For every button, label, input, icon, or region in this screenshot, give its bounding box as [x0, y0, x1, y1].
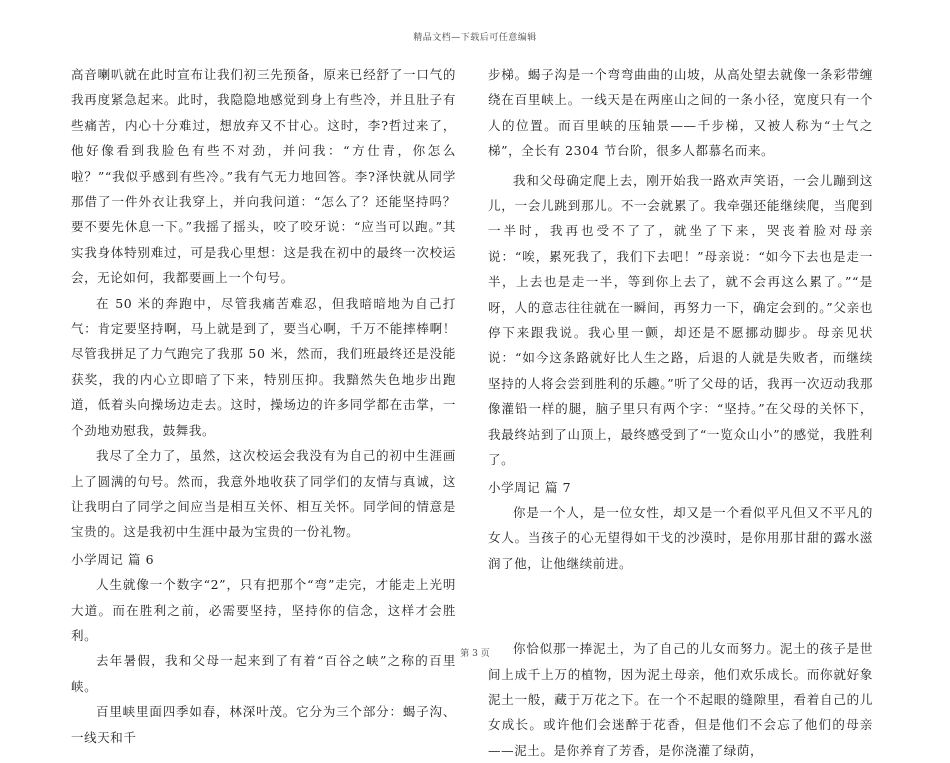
- paragraph: 去年暑假，我和父母一起来到了有着“百谷之峡”之称的百里峡。: [71, 653, 456, 694]
- paragraph: 高音喇叭就在此时宣布让我们初三先预备，原来已经舒了一口气的我再度紧急起来。此时，我隐隐地感觉到身上有些冷，并且肚子有些痛苦，内心十分难过，想放弃又不甘心。这时，李?哲过来了，他好像看到我脸色有些不对劲，并问我：“方仕青，你怎么啦？”“我似乎感到有些冷。”我有气无力地回答。李?泽快就从同学那借了一件外衣让我穿上，并向我问道：“怎么了？还能坚持吗？要不要先休息一下。”我摇了摇头，咬了咬牙说：“应当可以跑。”其实我身体特别难过，可是我心里想：这是我在初中的最终一次校运会，无论如何，我都要画上一个句号。: [71, 67, 456, 286]
- section-heading: 小学周记 篇 6: [71, 551, 155, 567]
- page-number: 第 3 页: [460, 649, 490, 659]
- paragraph: 人生就像一个数字“2”，只有把那个“弯”走完，才能走上光明大道。而在胜利之前，必需要坚持，坚持你的信念，这样才会胜利。: [71, 577, 456, 643]
- section-heading: 小学周记 篇 7: [488, 479, 572, 495]
- page-header: 精品文档—下载后可任意编辑: [413, 33, 537, 43]
- paragraph: 在 50 米的奔跑中，尽管我痛苦难忍，但我暗暗地为自己打气：肯定要坚持啊，马上就是到了，要当心啊，千万不能摔棒啊！尽管我拼足了力气跑完了我那 50 米，然而，我们班最终还是没能获奖，我的内心立即暗了下来，特别压抑。我黯然失色地步出跑道，低着头向操场边走去。这时，操场边的许多同学都在击掌，一个劲地劝慰我，鼓舞我。: [71, 295, 456, 438]
- paragraph: 你恰似那一捧泥土，为了自己的儿女而努力。泥土的孩子是世间上成千上万的植物，因为泥土母亲，他们欢乐成长。而你就好象泥土一般，藏于万花之下。在一个不起眼的缝隙里，看着自己的儿女成长。或许他们会迷醉于花香，但是他们不会忘了他们的母亲——泥土。是你养育了芳香，是你浇灌了绿荫，: [488, 641, 873, 758]
- paragraph: 你是一个人，是一位女性，却又是一个看似平凡但又不平凡的女人。当孩子的心无望得如干戈的沙漠时，是你用那甘甜的露水滋润了他，让他继续前进。: [488, 504, 873, 571]
- paragraph: 我尽了全力了，虽然，这次校运会我没有为自己的初中生涯画上了圆满的句号。然而，我意外地收获了同学们的友情与真诚，这让我明白了同学之间应当是相互关怀、相互关怀。同学间的情意是宝贵的。这是我初中生涯中最为宝贵的一份礼物。: [71, 448, 456, 540]
- paragraph: 百里峡里面四季如春，林深叶茂。它分为三个部分：蝎子沟、一线天和千: [71, 704, 456, 745]
- blank-space: [488, 576, 873, 636]
- paragraph: 我和父母确定爬上去，刚开始我一路欢声笑语，一会儿蹦到这儿，一会儿跳到那儿。不一会就累了。我牵强还能继续爬，当爬到一半时，我再也受不了了，就坐了下来，哭丧着脸对母亲说：“唉，累死我了，我们下去吧！”母亲说：“如今下去也是走一半，上去也是走一半，等到你上去了，就不会再这么累了。”“是呀，人的意志往往就在一瞬间，再努力一下，确定会到的。”父亲也停下来跟我说。我心里一颤，却还是不愿挪动脚步。母亲见状说：“如今这条路就好比人生之路，后退的人就是失败者，而继续坚持的人将会尝到胜利的乐趣。”听了父母的话，我再一次迈动我那像灌铅一样的腿，脑子里只有两个字：“坚持。”在父母的关怀下，我最终站到了山顶上，最终感受到了“一览众山小”的感觉，我胜利了。: [488, 172, 873, 468]
- paragraph: 步梯。蝎子沟是一个弯弯曲曲的山坡，从高处望去就像一条彩带缠绕在百里峡上。一线天是在两座山之间的一条小径，宽度只有一个人的位置。而百里峡的压轴景——千步梯，又被人称为“士气之梯”，全长有 2304 节台阶，很多人都慕名而来。: [488, 67, 873, 159]
